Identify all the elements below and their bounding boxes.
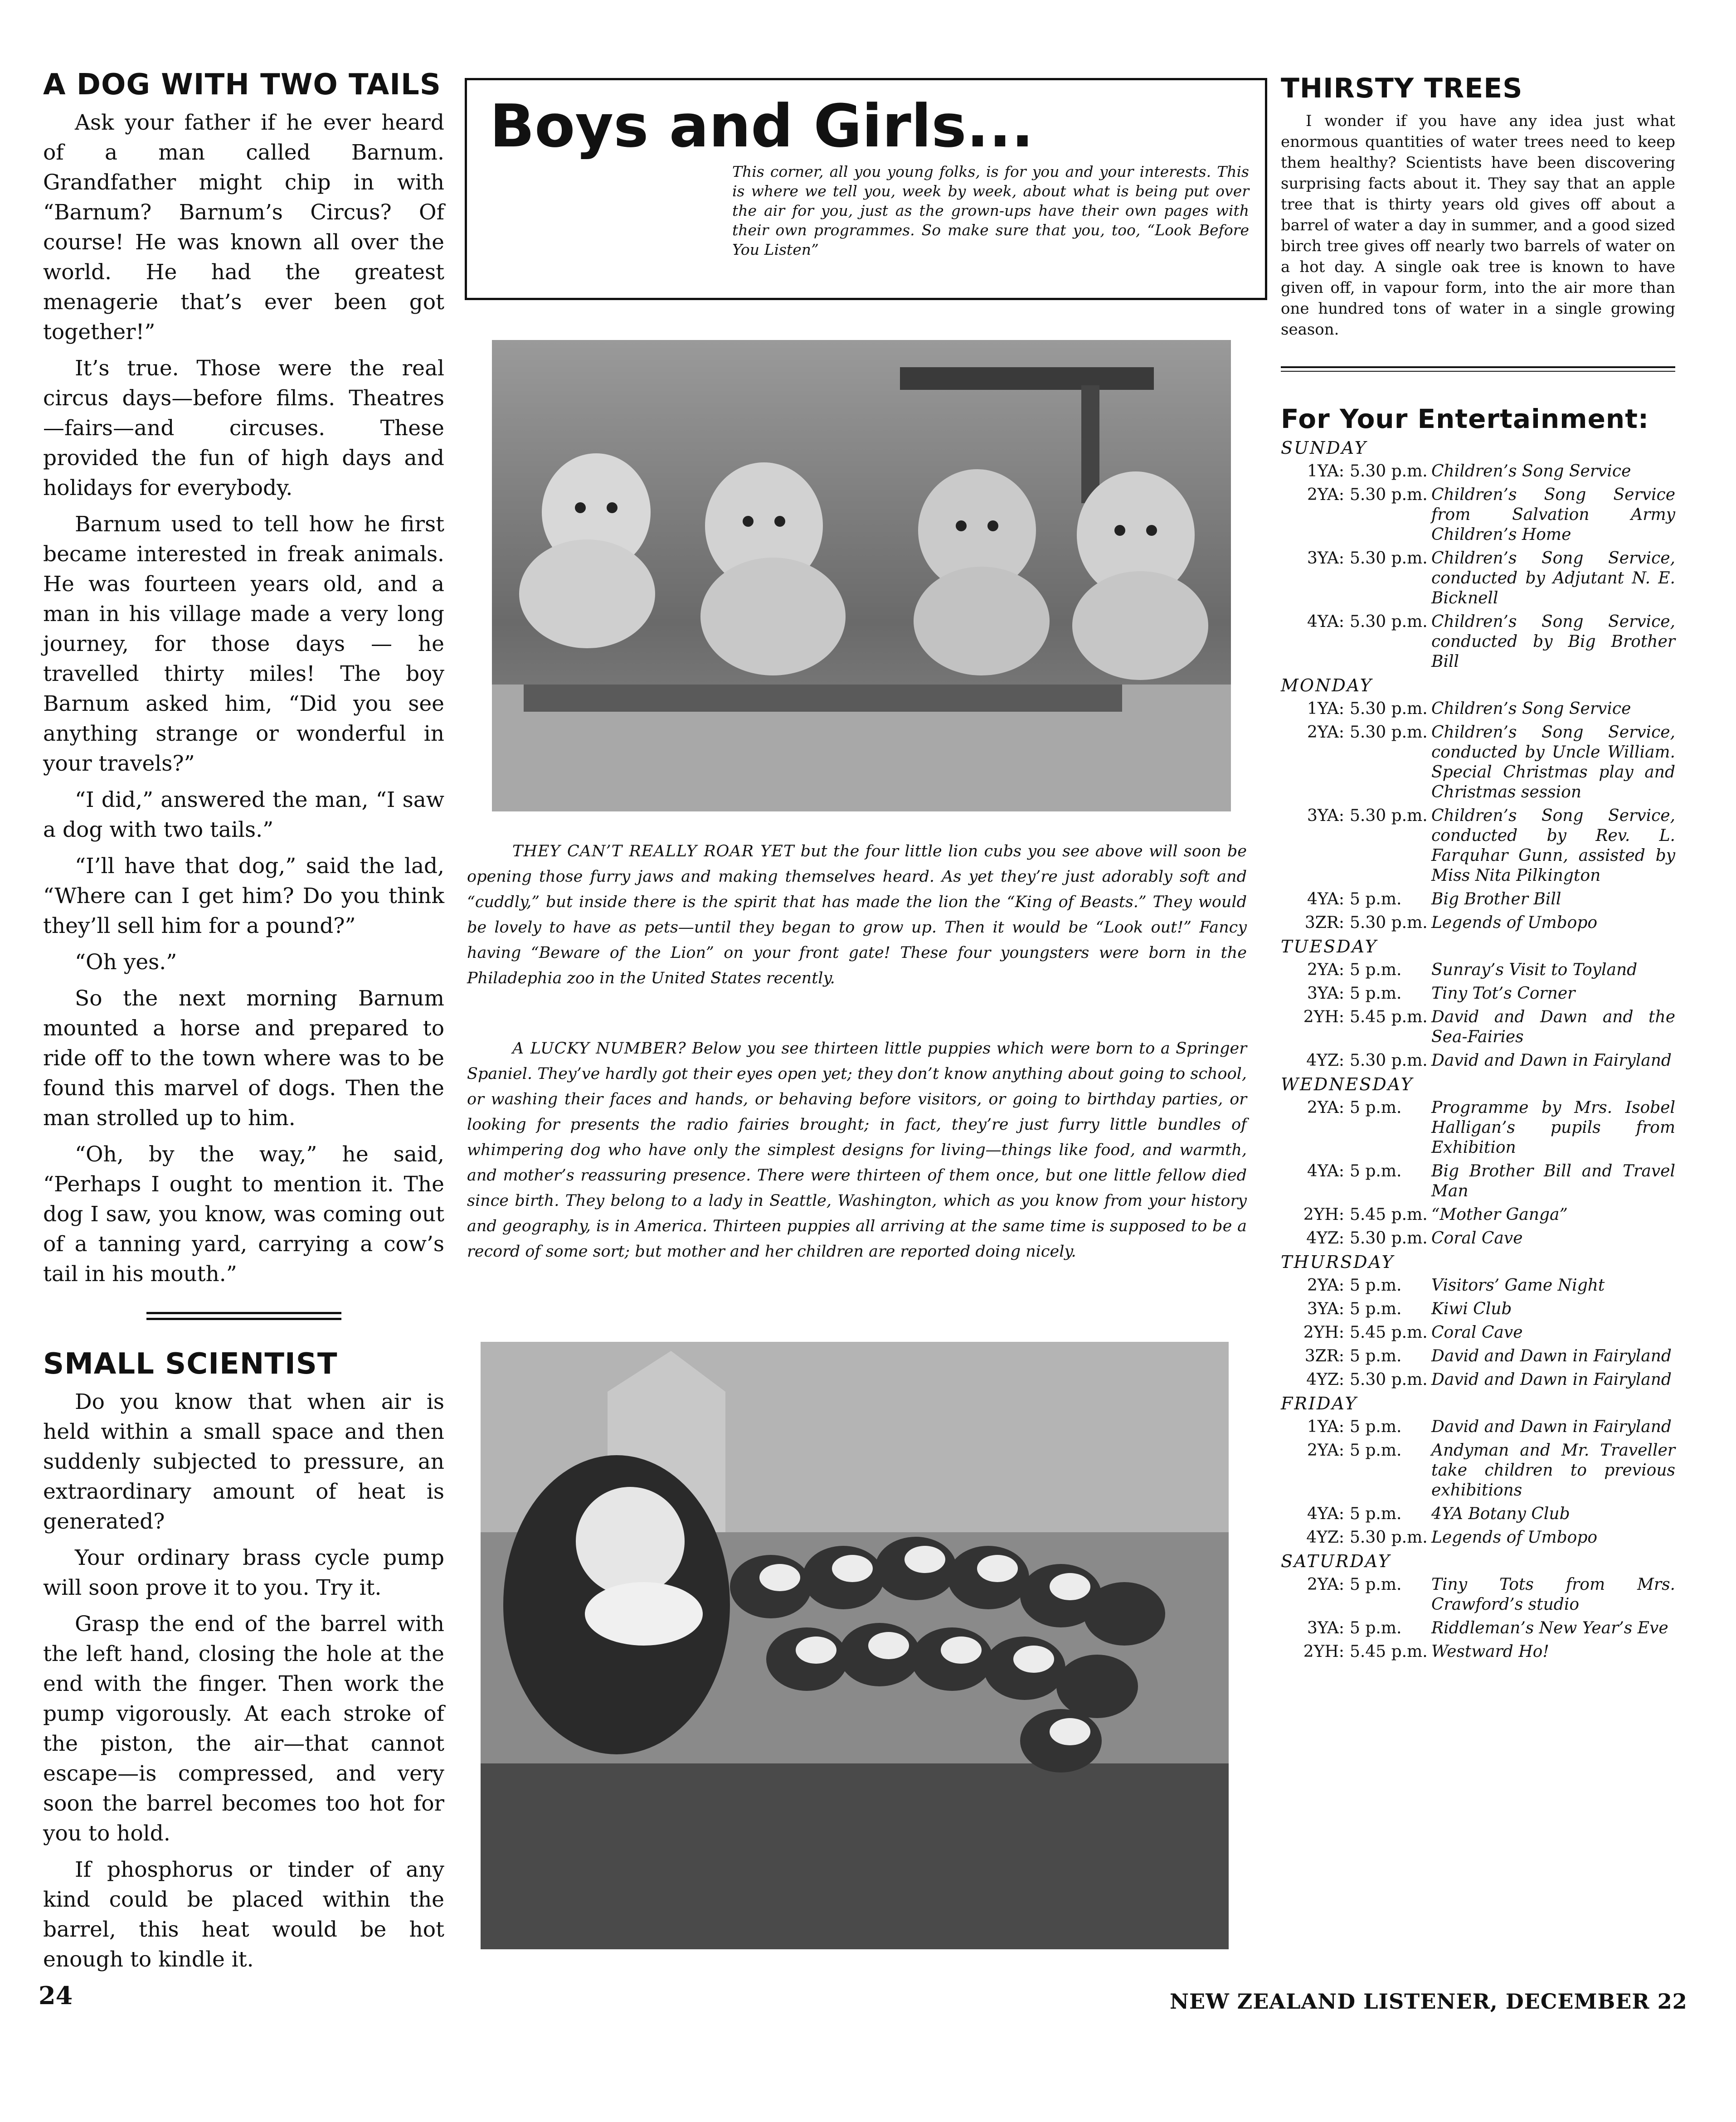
program-row — [1281, 461, 1675, 481]
program-time: 5 p.m. — [1350, 1300, 1402, 1318]
program-title: David and Dawn and the Sea-Fairies — [1431, 1008, 1675, 1046]
scientist-heading: SMALL SCIENTIST — [43, 1347, 338, 1381]
program-row — [1281, 1504, 1675, 1524]
program-time: 5.30 p.m. — [1350, 1051, 1428, 1070]
station-code: 4YZ: — [1306, 1051, 1344, 1070]
day-heading: TUESDAY — [1281, 937, 1378, 957]
publication-footer: NEW ZEALAND LISTENER, DECEMBER 22 — [1170, 1989, 1687, 2014]
program-time: 5 p.m. — [1350, 984, 1402, 1003]
station-code: 2YH: — [1303, 1642, 1344, 1661]
left-column — [43, 68, 444, 1981]
program-time: 5 p.m. — [1350, 1276, 1402, 1295]
program-row — [1281, 1299, 1675, 1319]
day-heading: SATURDAY — [1281, 1551, 1391, 1571]
program-time: 5 p.m. — [1350, 1347, 1402, 1365]
dog-paragraph: Barnum used to tell how he first became interested in freak animals. He was fourteen years old, and a man in his village made a very long journey, for those days — he travelled thirty miles! The boy Barnum asked him, “Did you see anything strange or wonderful in your travels?” — [43, 512, 444, 776]
station-code: 1YA: — [1307, 1418, 1344, 1436]
dog-article — [43, 108, 444, 1289]
program-schedule — [1281, 438, 1675, 1662]
program-time: 5.30 p.m. — [1350, 699, 1428, 718]
puppy-caption-text: Below you see thirteen little puppies which were born to a Springer Spaniel. They’ve hardly got their eyes open yet; they don’t know anything about going to school, or washing their faces and hands, or behaving before visitors, or going to birthday parties, or looking for presents the radio fairies brought; in fact, they’re just furry little bundles of whimpering dog who have only the simplest designs for living—things like food, and warmth, and mother’s reassuring presence. There were thirteen of them once, but one little fellow died since birth. They belong to a lady in Seattle, Washington, which as you know from your history and geography, is in America. Thirteen puppies all arriving at the same time is supposed to be a record of some sort; but mother and her children are reported doing nicely. — [467, 1039, 1247, 1261]
program-time: 5 p.m. — [1350, 1418, 1402, 1436]
station-code: 2YH: — [1303, 1008, 1344, 1026]
program-title: Big Brother Bill — [1431, 890, 1561, 908]
program-row — [1281, 1370, 1675, 1390]
lion-caption-text: but the four little lion cubs you see above will soon be opening those furry jaws and making themselves heard. As yet they’re just adorably soft and “cuddly,” but inside there is the spirit that has made the lion the “King of Beasts.” They would be lovely to have as pets—until they began to grow up. Then it would be “Look out!” Fancy having “Beware of the Lion” on your front gate! These four youngsters were born in the Philadephia zoo in the United States recently. — [467, 842, 1247, 987]
program-row — [1281, 1642, 1675, 1662]
boys-and-girls-box — [465, 78, 1267, 300]
program-title: Tiny Tots from Mrs. Crawford’s studio — [1431, 1575, 1675, 1614]
program-row — [1281, 984, 1675, 1004]
station-code: 2YA: — [1307, 1098, 1344, 1117]
lion-caption-lead: THEY CAN’T REALLY ROAR YET — [512, 842, 795, 860]
program-title: 4YA Botany Club — [1431, 1505, 1570, 1523]
dog-paragraph: Ask your father if he ever heard of a man called Barnum. Grandfather might chip in with “Barnum? Barnum’s Circus? Of course! He was known all over the world. He had the greatest menagerie that’s ever been got together!” — [43, 110, 444, 345]
program-time: 5 p.m. — [1350, 1098, 1402, 1117]
page-number: 24 — [39, 1981, 73, 2010]
program-title: Coral Cave — [1431, 1323, 1523, 1342]
program-title: Kiwi Club — [1431, 1300, 1512, 1318]
program-row — [1281, 1229, 1675, 1248]
program-row — [1281, 1346, 1675, 1366]
dog-heading: A DOG WITH TWO TAILS — [43, 68, 441, 102]
program-time: 5.30 p.m. — [1350, 1370, 1428, 1389]
section-divider — [1281, 366, 1675, 372]
program-row — [1281, 1441, 1675, 1500]
trees-heading: THIRSTY TREES — [1281, 73, 1523, 104]
station-code: 2YH: — [1303, 1205, 1344, 1224]
program-row — [1281, 1323, 1675, 1343]
program-time: 5.30 p.m. — [1350, 1528, 1428, 1547]
program-title: “Mother Ganga” — [1431, 1205, 1568, 1224]
dog-paragraph: “I’ll have that dog,” said the lad, “Where can I get him? Do you think they’ll sell him for a pound?” — [43, 854, 444, 938]
day-heading: THURSDAY — [1281, 1252, 1395, 1272]
program-row — [1281, 1528, 1675, 1548]
program-time: 5 p.m. — [1350, 890, 1402, 908]
right-column — [1281, 73, 1675, 1666]
scientist-paragraph: Your ordinary brass cycle pump will soon prove it to you. Try it. — [43, 1545, 444, 1600]
program-title: Coral Cave — [1431, 1229, 1523, 1248]
program-row — [1281, 1007, 1675, 1047]
program-row — [1281, 1575, 1675, 1615]
program-row — [1281, 1161, 1675, 1201]
program-time: 5.30 p.m. — [1350, 723, 1428, 742]
program-row — [1281, 1618, 1675, 1638]
station-code: 4YA: — [1307, 890, 1344, 908]
day-heading: SUNDAY — [1281, 438, 1367, 458]
station-code: 2YA: — [1307, 1276, 1344, 1295]
program-row — [1281, 1098, 1675, 1158]
station-code: 3YA: — [1307, 806, 1344, 825]
program-row — [1281, 1051, 1675, 1071]
station-code: 1YA: — [1307, 699, 1344, 718]
program-title: David and Dawn in Fairyland — [1431, 1370, 1672, 1389]
puppies-photo — [481, 1342, 1229, 1949]
day-heading: WEDNESDAY — [1281, 1074, 1414, 1094]
program-time: 5.30 p.m. — [1350, 486, 1428, 504]
program-time: 5.30 p.m. — [1350, 913, 1428, 932]
program-row — [1281, 1417, 1675, 1437]
trees-body: I wonder if you have any idea just what enormous quantities of water trees need to keep them healthy? Scientists have been discovering surprising facts about it. They say that an apple tree that is thirty years old gives off about a barrel of water a day in summer, and a good sized birch tree gives off nearly two barrels of water on a hot day. A single oak tree is known to have given off, in vapour form, into the air more than one hundred tons of water in a single growing season. — [1281, 112, 1675, 339]
station-code: 2YA: — [1307, 486, 1344, 504]
program-time: 5.30 p.m. — [1350, 1229, 1428, 1248]
station-code: 3YA: — [1307, 984, 1344, 1003]
program-title: Children’s Song Service from Salvation Army Children’s Home — [1431, 486, 1675, 544]
station-code: 2YA: — [1307, 1441, 1344, 1460]
program-time: 5 p.m. — [1350, 1162, 1402, 1180]
station-code: 2YH: — [1303, 1323, 1344, 1342]
program-row — [1281, 549, 1675, 608]
program-row — [1281, 1276, 1675, 1296]
program-title: Westward Ho! — [1431, 1642, 1549, 1661]
program-title: Big Brother Bill and Travel Man — [1431, 1162, 1675, 1200]
dog-paragraph: “I did,” answered the man, “I saw a dog with two tails.” — [43, 787, 444, 842]
scientist-paragraph: Grasp the end of the barrel with the left hand, closing the hole at the end with the finger. Then work the pump vigorously. At each stroke of the piston, the air—that cannot escape—is compressed, and very soon the barrel becomes too hot for you to hold. — [43, 1612, 444, 1846]
program-title: Legends of Umbopo — [1431, 913, 1598, 932]
entertainment-heading: For Your Entertainment: — [1281, 403, 1649, 434]
program-time: 5.30 p.m. — [1350, 549, 1428, 568]
program-time: 5 p.m. — [1350, 1505, 1402, 1523]
program-title: David and Dawn in Fairyland — [1431, 1418, 1672, 1436]
program-time: 5.45 p.m. — [1350, 1008, 1428, 1026]
program-row — [1281, 1205, 1675, 1225]
program-title: Sunray’s Visit to Toyland — [1431, 961, 1638, 979]
station-code: 2YA: — [1307, 1575, 1344, 1594]
scientist-paragraph: If phosphorus or tinder of any kind could be placed within the barrel, this heat would be hot enough to kindle it. — [43, 1857, 444, 1972]
program-time: 5.45 p.m. — [1350, 1323, 1428, 1342]
station-code: 4YA: — [1307, 1505, 1344, 1523]
dog-paragraph: It’s true. Those were the real circus days—before films. Theatres —fairs—and circuses. These provided the fun of high days and holidays for everybody. — [43, 356, 444, 500]
program-row — [1281, 913, 1675, 933]
program-title: Children’s Song Service, conducted by Uncle William. Special Christmas play and Christmas session — [1431, 723, 1675, 801]
program-title: Tiny Tot’s Corner — [1431, 984, 1576, 1003]
program-time: 5 p.m. — [1350, 1441, 1402, 1460]
program-time: 5 p.m. — [1350, 961, 1402, 979]
station-code: 4YZ: — [1306, 1528, 1344, 1547]
program-title: Children’s Song Service, conducted by Big Brother Bill — [1431, 612, 1675, 671]
station-code: 4YA: — [1307, 612, 1344, 631]
day-heading: MONDAY — [1281, 675, 1373, 695]
station-code: 3ZR: — [1304, 913, 1344, 932]
program-title: Andyman and Mr. Traveller take children to previous exhibitions — [1431, 1441, 1675, 1500]
day-heading: FRIDAY — [1281, 1394, 1358, 1413]
station-code: 3ZR: — [1304, 1347, 1344, 1365]
program-time: 5 p.m. — [1350, 1575, 1402, 1594]
program-title: Children’s Song Service — [1431, 699, 1631, 718]
program-time: 5.30 p.m. — [1350, 612, 1428, 631]
program-title: Children’s Song Service, conducted by Adjutant N. E. Bicknell — [1431, 549, 1675, 607]
program-title: Programme by Mrs. Isobel Halligan’s pupils from Exhibition — [1431, 1098, 1675, 1157]
program-title: Legends of Umbopo — [1431, 1528, 1598, 1547]
station-code: 3YA: — [1307, 549, 1344, 568]
puppy-caption-lead: A LUCKY NUMBER? — [512, 1039, 686, 1058]
station-code: 3YA: — [1307, 1300, 1344, 1318]
station-code: 3YA: — [1307, 1619, 1344, 1637]
station-code: 4YZ: — [1306, 1370, 1344, 1389]
program-row — [1281, 960, 1675, 980]
scientist-article — [43, 1387, 444, 1975]
station-code: 2YA: — [1307, 961, 1344, 979]
program-title: David and Dawn in Fairyland — [1431, 1051, 1672, 1070]
program-row — [1281, 612, 1675, 672]
lion-cubs-photo — [492, 340, 1231, 811]
program-title: Children’s Song Service — [1431, 462, 1631, 481]
program-row — [1281, 699, 1675, 719]
puppy-caption — [467, 1036, 1247, 1264]
program-row — [1281, 889, 1675, 909]
station-code: 1YA: — [1307, 462, 1344, 481]
program-row — [1281, 723, 1675, 802]
station-code: 2YA: — [1307, 723, 1344, 742]
program-row — [1281, 485, 1675, 545]
page-title: Boys and Girls... — [490, 92, 1034, 160]
program-time: 5.45 p.m. — [1350, 1642, 1428, 1661]
intro-text: This corner, all you young folks, is for you and your interests. This is where we tell you, week by week, about what is being put over the air for you, just as the grown-ups have their own pages with their own programmes. So make sure that you, too, “Look Before You Listen” — [732, 163, 1249, 258]
program-title: Riddleman’s New Year’s Eve — [1431, 1619, 1668, 1637]
program-time: 5.45 p.m. — [1350, 1205, 1428, 1224]
dog-paragraph: “Oh yes.” — [75, 950, 177, 975]
lion-caption — [467, 839, 1247, 991]
dog-paragraph: So the next morning Barnum mounted a horse and prepared to ride off to the town where was to be found this marvel of dogs. Then the man strolled up to him. — [43, 986, 444, 1131]
program-row — [1281, 806, 1675, 886]
program-title: Children’s Song Service, conducted by Rev. L. Farquhar Gunn, assisted by Miss Nita Pilkington — [1431, 806, 1675, 885]
program-time: 5.30 p.m. — [1350, 806, 1428, 825]
program-time: 5.30 p.m. — [1350, 462, 1428, 481]
program-time: 5 p.m. — [1350, 1619, 1402, 1637]
station-code: 4YZ: — [1306, 1229, 1344, 1248]
section-divider — [146, 1312, 341, 1320]
scientist-paragraph: Do you know that when air is held within a small space and then suddenly subjected to pressure, an extraordinary amount of heat is generated? — [43, 1389, 444, 1534]
dog-paragraph: “Oh, by the way,” he said, “Perhaps I ought to mention it. The dog I saw, you know, was coming out of a tanning yard, carrying a cow’s tail in his mouth.” — [43, 1142, 444, 1287]
program-title: David and Dawn in Fairyland — [1431, 1347, 1672, 1365]
station-code: 4YA: — [1307, 1162, 1344, 1180]
program-title: Visitors’ Game Night — [1431, 1276, 1605, 1295]
